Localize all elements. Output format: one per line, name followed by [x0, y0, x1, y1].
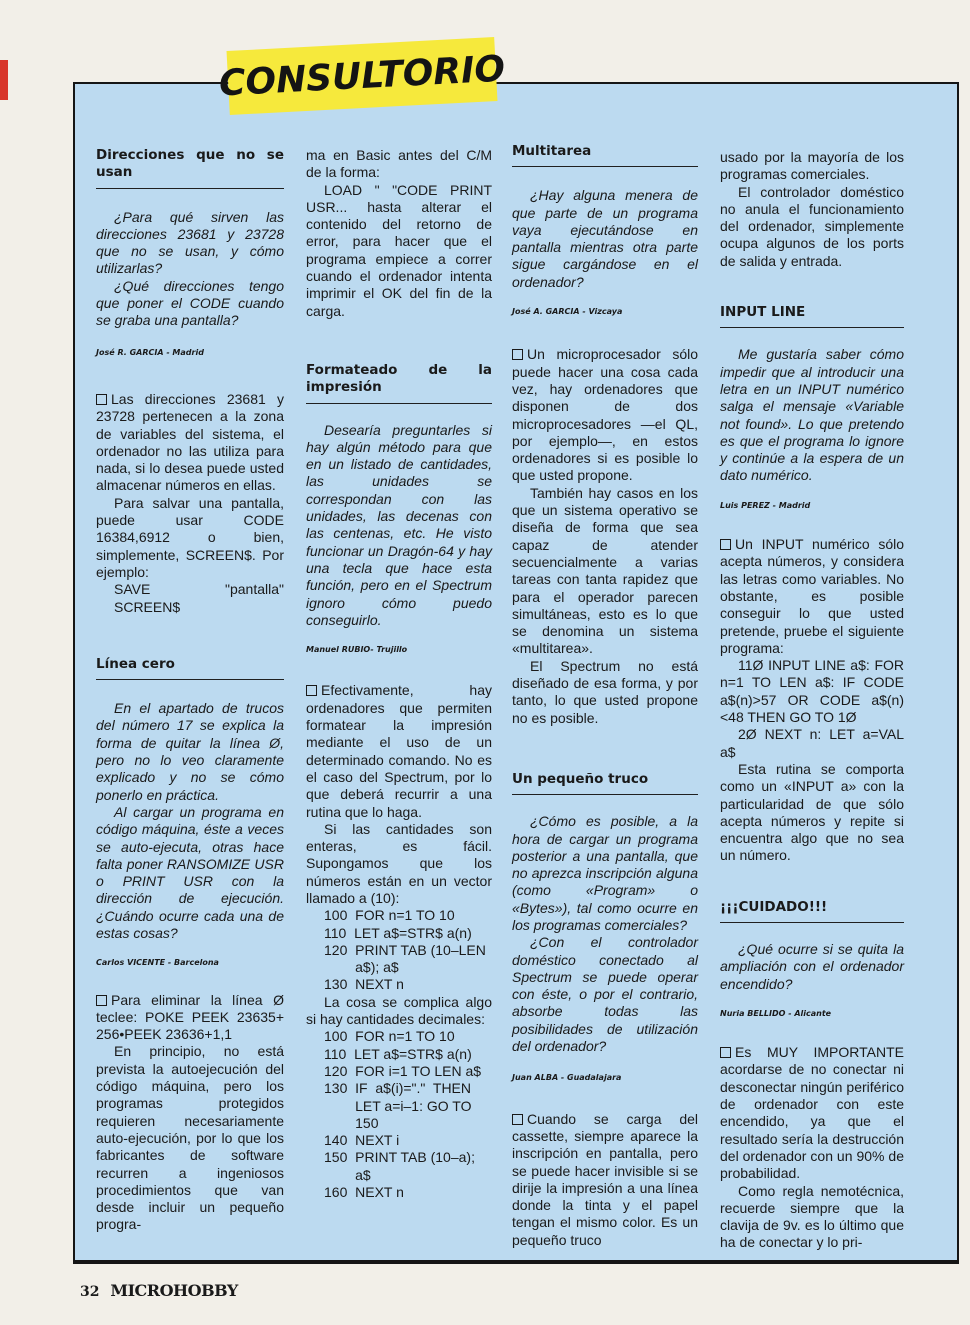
answer: Esta rutina se comporta como un «INPUT a» con la particularidad de que sólo acepta números y repite si encuentra algo que no sea un número.	[720, 760, 904, 864]
signature: Nuria BELLIDO - Alicante	[720, 1008, 832, 1018]
signature: José A. GARCIA - Vizcaya	[512, 307, 623, 317]
section-heading	[306, 362, 492, 404]
page-footer	[80, 1281, 238, 1300]
heading-truco: Un pequeño truco	[512, 770, 649, 787]
answer: Las direcciones 23681 y 23728 pertenecen a la zona de variables del sistema, el ordenador no las utiliza para nada, si lo desea puede usted almacenar números en ellas.	[96, 390, 284, 494]
answer: Como regla nemotécnica, recuerde siempre que la clavija de 9v. es lo último que ha de conectar y lo pri-	[720, 1182, 904, 1251]
answer: En principio, no está prevista la autoejecución del código máquina, pero los programas protegidos requieren necesariamente auto-ejecución, por lo que los fabricantes de software recurren a ingeniosos procedimientos que van desde incluir un pequeño progra-	[96, 1043, 284, 1233]
signature: Manuel RUBIO- Trujillo	[306, 645, 408, 655]
code-line: 120 PRINT TAB (10–LEN	[324, 941, 486, 958]
section-heading	[720, 899, 904, 923]
answer: Para eliminar la línea Ø teclee: POKE PEEK 23635+ 256•PEEK 23636+1,1	[96, 991, 284, 1043]
section-heading	[512, 143, 698, 167]
code-line: 100 FOR n=1 TO 10	[324, 907, 455, 924]
code-line: 160 NEXT n	[324, 1184, 404, 1201]
answer-square-icon	[96, 995, 107, 1006]
answer-square-icon	[306, 685, 317, 696]
banner-title: CONSULTORIO	[218, 48, 506, 104]
answer-square-icon	[512, 349, 523, 360]
heading-multitarea: Multitarea	[512, 143, 592, 159]
answer: El controlador doméstico no anula el funcionamiento del ordenador, simplemente ocupa algunos de los ports de salida y entrada.	[720, 183, 904, 269]
section-heading	[720, 304, 904, 328]
question: Me gustaría saber cómo impedir que al introducir una letra en un INPUT numérico salga el mensaje «Variable not found». Lo que pretendo es que el programa lo ignore y continúe a la espera de un dato numérico.	[720, 346, 904, 484]
bottom-rule	[73, 1262, 959, 1264]
code-line: 130 IF a$(i)="." THEN	[324, 1080, 472, 1097]
heading-direcciones: Direcciones que no se usan	[96, 147, 284, 181]
question: En el apartado de trucos del número 17 se explica la forma de quitar la línea Ø, pero no lo veo claramente explicado y no se cómo ponerlo en práctica.	[96, 700, 284, 803]
signature: Carlos VICENTE - Barcelona	[96, 958, 219, 968]
section-heading	[96, 656, 284, 680]
answer-square-icon	[96, 394, 107, 405]
code-line: SCREEN$	[114, 598, 181, 615]
answer: Un microprocesador sólo puede hacer una cosa cada vez, hay ordenadores que disponen de dos microprocesadores —el QL, por ejemplo—, en estos ordenadores si es posible lo que usted propone.	[512, 346, 698, 484]
code-line: 140 NEXT i	[324, 1132, 400, 1149]
code-line: 150	[324, 1114, 379, 1131]
signature: Juan ALBA - Guadalajara	[512, 1073, 622, 1083]
heading-input-line: INPUT LINE	[720, 304, 806, 321]
section-heading	[512, 771, 698, 795]
heading-cuidado: ¡¡¡CUIDADO!!!	[720, 898, 828, 915]
code-line: 2Ø NEXT n: LET a=VAL a$	[720, 726, 904, 760]
code-line: SAVE "pantalla"	[114, 581, 284, 598]
question: ¿Para qué sirven las direcciones 23681 y 23728 que no se usan, y cómo utilizarlas?	[96, 208, 284, 277]
question: Al cargar un programa en código máquina, éste a veces se auto-ejecuta, otras hace falta poner RANSOMIZE USR o PRINT USR con la dirección de ejecución. ¿Cuándo ocurre cada una de estas cosas?	[96, 803, 284, 941]
column-1	[96, 147, 284, 1234]
column-3	[512, 143, 698, 1249]
answer: El Spectrum no está diseñado de esa forma, y por tanto, lo que usted propone no es posible.	[512, 657, 698, 726]
code-line: 110 LET a$=STR$ a(n)	[324, 1045, 472, 1062]
answer: Si las cantidades son enteras, es fácil. Supongamos que los números están en un vector llamado a (10):	[306, 820, 492, 906]
code-line: 110 LET a$=STR$ a(n)	[324, 924, 472, 941]
magazine-name: MICROHOBBY	[110, 1281, 238, 1300]
column-4	[720, 149, 904, 1252]
code-line: a$	[324, 1166, 371, 1183]
code-line: 150 PRINT TAB (10–a);	[324, 1149, 475, 1166]
code-line: LET a=i–1: GO TO	[324, 1097, 472, 1114]
answer: Un INPUT numérico sólo acepta números, y considera las letras como variables. No obstante, es posible conseguir lo que usted pretende, pruebe el siguiente programa:	[720, 536, 904, 656]
answer: Cuando se carga del cassette, siempre aparece la inscripción en pantalla, pero se puede hacer invisible si se dirije la impresión a una línea donde la tinta y el papel tengan el mismo color. Es un pequeño truco	[512, 1110, 698, 1248]
code-line: a$); a$	[324, 959, 399, 976]
page-number: 32	[80, 1284, 100, 1300]
column-2	[306, 147, 492, 1201]
answer: ma en Basic antes del C/M de la forma:	[306, 147, 492, 181]
code-line: 130 NEXT n	[324, 976, 404, 993]
answer-square-icon	[720, 539, 731, 550]
answer: La cosa se complica algo si hay cantidades decimales:	[306, 993, 492, 1028]
answer: LOAD " "CODE PRINT USR... hasta alterar el contenido del retorno de error, para hacer que el programa empiece a correr cuando el ordenador intenta imprimir el OK del fin de la carga.	[306, 181, 492, 319]
heading-formateado: Formateado de la impresión	[306, 361, 492, 396]
code-line: 100 FOR n=1 TO 10	[324, 1028, 455, 1045]
question: ¿Hay alguna menera de que parte de un programa vaya ejecutándose en pantalla mientras otra parte sigue cargándose en el ordenador?	[512, 187, 698, 290]
answer: Para salvar una pantalla, puede usar CODE 16384,6912 o bien, simplemente, SCREEN$. Por ejemplo:	[96, 494, 284, 580]
question: ¿Con el controlador doméstico conectado al Spectrum se puede operar con éste, o por el contrario, absorbe todas las posibilidades de utilización del ordenador?	[512, 934, 698, 1055]
signature: José R. GARCIA - Madrid	[96, 347, 204, 357]
answer-square-icon	[720, 1047, 731, 1058]
answer: usado por la mayoría de los programas comerciales.	[720, 149, 904, 183]
heading-linea-cero: Línea cero	[96, 655, 175, 672]
section-heading	[96, 147, 284, 189]
answer: Es MUY IMPORTANTE acordarse de no conectar ni desconectar ningún periférico de ordenador con este encendido, ya que el resultado sería la destrucción del ordenador con un 90% de probabilidad.	[720, 1044, 904, 1182]
question: ¿Cómo es posible, a la hora de cargar un programa posterior a una pantalla, que no aprezca inscripción alguna (como «Program» o «Bytes»), tal como ocurre en los programas comerciales?	[512, 813, 698, 933]
answer: Efectivamente, hay ordenadores que permiten formatear la impresión mediante el uso de un determinado comando. No es el caso del Spectrum, por lo que deberá recurrir a una rutina que lo haga.	[306, 682, 492, 820]
question: ¿Qué ocurre si se quita la ampliación con el ordenador encendido?	[720, 940, 904, 992]
question: Desearía preguntarles si hay algún método para que en un listado de cantidades, las unidades se correspondan con las unidades, las decenas con las centenas, etc. He visto funcionar un Dragón-64 y hay una tecla que hace esta función, pero en el Spectrum ignoro cómo puedo conseguirlo.	[306, 421, 492, 628]
answer-square-icon	[512, 1114, 523, 1125]
question: ¿Qué direcciones tengo que poner el CODE cuando se graba una pantalla?	[96, 277, 284, 329]
code-line: 120 FOR i=1 TO LEN a$	[324, 1062, 482, 1079]
code-line: 11Ø INPUT LINE a$: FOR n=1 TO LEN a$: IF CODE a$(n)>57 OR CODE a$(n)<48 THEN GO TO 1Ø	[720, 657, 904, 726]
signature: Luis PEREZ - Madrid	[720, 500, 811, 510]
answer: También hay casos en los que un sistema operativo se diseña de forma que sea capaz de atender secuencialmente a varias tareas con tanta rapidez que para el operador parecen simultáneas, esto es lo que se denomina un sistema «multitarea».	[512, 484, 698, 657]
page-edge-strip	[0, 60, 8, 100]
